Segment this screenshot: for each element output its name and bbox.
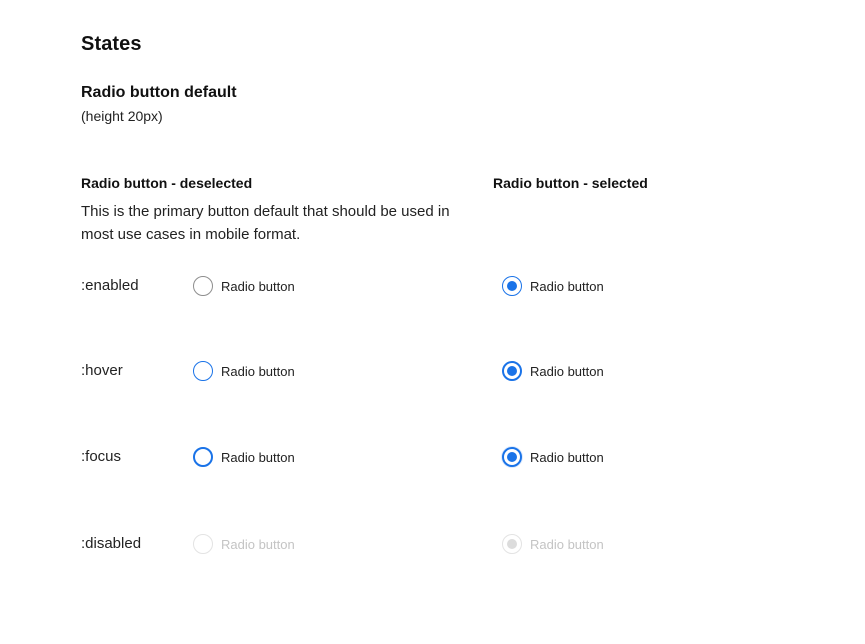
radio-disabled-selected <box>502 534 604 554</box>
radio-circle-selected-icon <box>502 447 522 467</box>
deselected-column-description: This is the primary button default that should be used in most use cases in mobile format. <box>81 203 450 243</box>
component-subtitle: (height 20px) <box>81 108 163 124</box>
radio-label: Radio button <box>221 536 295 552</box>
radio-circle-icon <box>193 534 213 554</box>
state-label-disabled: :disabled <box>81 535 142 552</box>
component-title: Radio button default <box>81 84 237 101</box>
radio-label: Radio button <box>530 363 604 379</box>
radio-circle-selected-icon <box>502 534 522 554</box>
state-label-focus: :focus <box>81 448 122 465</box>
radio-label: Radio button <box>221 363 295 379</box>
radio-hover-selected[interactable] <box>502 361 604 381</box>
radio-enabled-deselected[interactable] <box>193 276 295 296</box>
deselected-column-title: Radio button - deselected <box>81 175 253 191</box>
radio-label: Radio button <box>221 449 295 465</box>
section-title: States <box>81 33 142 55</box>
radio-label: Radio button <box>530 449 604 465</box>
radio-focus-selected[interactable] <box>502 447 604 467</box>
radio-circle-selected-icon <box>502 361 522 381</box>
radio-circle-icon <box>193 361 213 381</box>
radio-disabled-deselected <box>193 534 295 554</box>
state-label-hover: :hover <box>81 362 123 379</box>
radio-focus-deselected[interactable] <box>193 447 295 467</box>
radio-circle-icon <box>193 276 213 296</box>
radio-label: Radio button <box>530 278 604 294</box>
radio-enabled-selected[interactable] <box>502 276 604 296</box>
selected-column-title: Radio button - selected <box>493 175 648 191</box>
radio-circle-icon <box>193 447 213 467</box>
radio-circle-selected-icon <box>502 276 522 296</box>
radio-label: Radio button <box>530 536 604 552</box>
radio-label: Radio button <box>221 278 295 294</box>
state-label-enabled: :enabled <box>81 277 139 294</box>
radio-hover-deselected[interactable] <box>193 361 295 381</box>
